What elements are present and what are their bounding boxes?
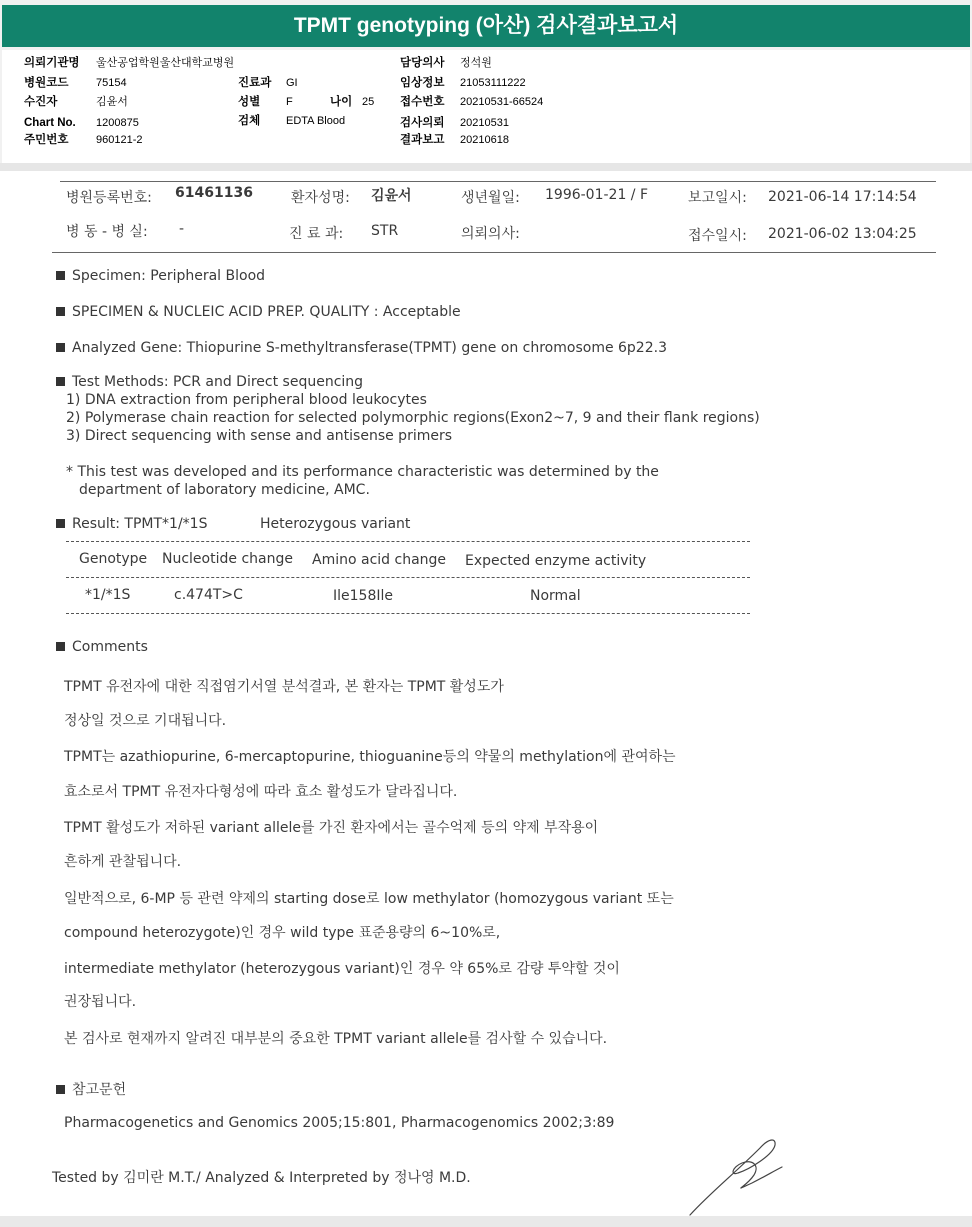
comments-title: Comments: [56, 639, 148, 655]
section-gap: [0, 163, 972, 171]
method-item: 3) Direct sequencing with sense and antisense primers: [66, 428, 453, 444]
table-cell-nucleotide: c.474T>C: [174, 587, 243, 603]
specimen-line: Specimen: Peripheral Blood: [56, 268, 265, 284]
comment-line: 일반적으로, 6-MP 등 관련 약제의 starting dose로 low methylator (homozygous variant 또는: [64, 891, 674, 907]
reg-no-value: 61461136: [175, 185, 253, 201]
report-date-label: 보고일시:: [688, 190, 747, 206]
bottom-strip: [0, 1216, 972, 1227]
comment-line: compound heterozygote)인 경우 wild type 표준용량의 6~10%로,: [64, 925, 501, 941]
bullet-square-icon: [56, 642, 65, 651]
table-rule-top: [66, 541, 750, 542]
table-header-enzyme: Expected enzyme activity: [465, 553, 647, 569]
comment-line: 권장됩니다.: [64, 994, 137, 1010]
bullet-square-icon: [56, 343, 65, 352]
bullet-square-icon: [56, 1085, 65, 1094]
disclaimer-line-1: * This test was developed and its performance characteristic was determined by the: [66, 464, 659, 480]
comment-line: intermediate methylator (heterozygous variant)인 경우 약 65%로 감량 투약할 것이: [64, 961, 620, 977]
table-cell-enzyme: Normal: [530, 588, 581, 604]
references-text: Pharmacogenetics and Genomics 2005;15:801, Pharmacogenomics 2002;3:89: [64, 1115, 615, 1131]
comment-line: 효소로서 TPMT 유전자다형성에 따라 효소 활성도가 달라집니다.: [64, 784, 458, 800]
table-header-genotype: Genotype: [79, 551, 148, 567]
dob-label: 생년월일:: [461, 190, 520, 206]
doctor-label: 의뢰의사:: [461, 226, 520, 242]
header-rule-bottom: [52, 252, 936, 253]
method-item: 2) Polymerase chain reaction for selected polymorphic regions(Exon2~7, 9 and their flank regions): [66, 410, 760, 426]
table-cell-amino-acid: Ile158Ile: [333, 588, 393, 604]
table-rule-middle: [66, 577, 750, 578]
receipt-date-value: 2021-06-02 13:04:25: [768, 226, 917, 242]
table-rule-bottom: [66, 613, 750, 614]
comment-line: TPMT 활성도가 저하된 variant allele를 가진 환자에서는 골수억제 등의 약제 부작용이: [64, 820, 599, 836]
report-title: TPMT genotyping (아산) 검사결과보고서: [2, 5, 970, 47]
table-header-amino-acid: Amino acid change: [312, 552, 447, 568]
methods-title: Test Methods: PCR and Direct sequencing: [56, 374, 363, 390]
comment-line: 정상일 것으로 기대됩니다.: [64, 713, 227, 729]
comment-line: 흔하게 관찰됩니다.: [64, 854, 182, 870]
result-label: Result: TPMT*1/*1S: [56, 516, 207, 532]
comment-line: TPMT는 azathiopurine, 6-mercaptopurine, thioguanine등의 약물의 methylation에 관여하는: [64, 749, 676, 765]
receipt-date-label: 접수일시:: [688, 228, 747, 244]
ward-label: 병 동 - 병 실:: [66, 224, 148, 240]
bullet-square-icon: [56, 377, 65, 386]
reg-no-label: 병원등록번호:: [66, 190, 152, 206]
bullet-square-icon: [56, 271, 65, 280]
bullet-square-icon: [56, 307, 65, 316]
table-cell-genotype: *1/*1S: [85, 587, 131, 603]
disclaimer-line-2: department of laboratory medicine, AMC.: [79, 482, 370, 498]
references-title: 참고문헌: [56, 1079, 126, 1099]
patient-name-label: 환자성명:: [291, 190, 350, 206]
ward-value: -: [179, 221, 185, 237]
table-header-nucleotide: Nucleotide change: [162, 551, 293, 567]
result-type: Heterozygous variant: [260, 516, 411, 532]
method-item: 1) DNA extraction from peripheral blood leukocytes: [66, 392, 427, 408]
dept-label: 진 료 과:: [289, 226, 344, 242]
bullet-square-icon: [56, 519, 65, 528]
scanned-report: [0, 171, 972, 1216]
comment-line: 본 검사로 현재까지 알려진 대부분의 중요한 TPMT variant allele를 검사할 수 있습니다.: [64, 1031, 608, 1047]
requisition-info: 의뢰기관명 울산공업학원울산대학교병원 병원코드 75154 수진자 김윤서 Chart No. 1200875 주민번호 960121-2 진료과 GI 성별 F 나이 25 검체 EDTA Blood 담당의사 정석원 임상정보 21053111222 접수번호 20210531-66524 검사의뢰 20210531 결과보고 20210618: [2, 50, 970, 163]
report-date-value: 2021-06-14 17:14:54: [768, 189, 917, 205]
patient-name-value: 김윤서: [371, 188, 412, 204]
signature-line: Tested by 김미란 M.T./ Analyzed & Interpreted by 정나영 M.D.: [52, 1170, 471, 1186]
analyzed-gene-line: Analyzed Gene: Thiopurine S-methyltransferase(TPMT) gene on chromosome 6p22.3: [56, 340, 667, 356]
comment-line: TPMT 유전자에 대한 직접염기서열 분석결과, 본 환자는 TPMT 활성도가: [64, 679, 504, 695]
dept-value: STR: [371, 223, 399, 239]
signature-scribble-icon: [680, 1133, 790, 1216]
header-rule-top: [60, 181, 936, 182]
dob-value: 1996-01-21 / F: [545, 187, 649, 203]
quality-line: SPECIMEN & NUCLEIC ACID PREP. QUALITY : Acceptable: [56, 304, 461, 320]
